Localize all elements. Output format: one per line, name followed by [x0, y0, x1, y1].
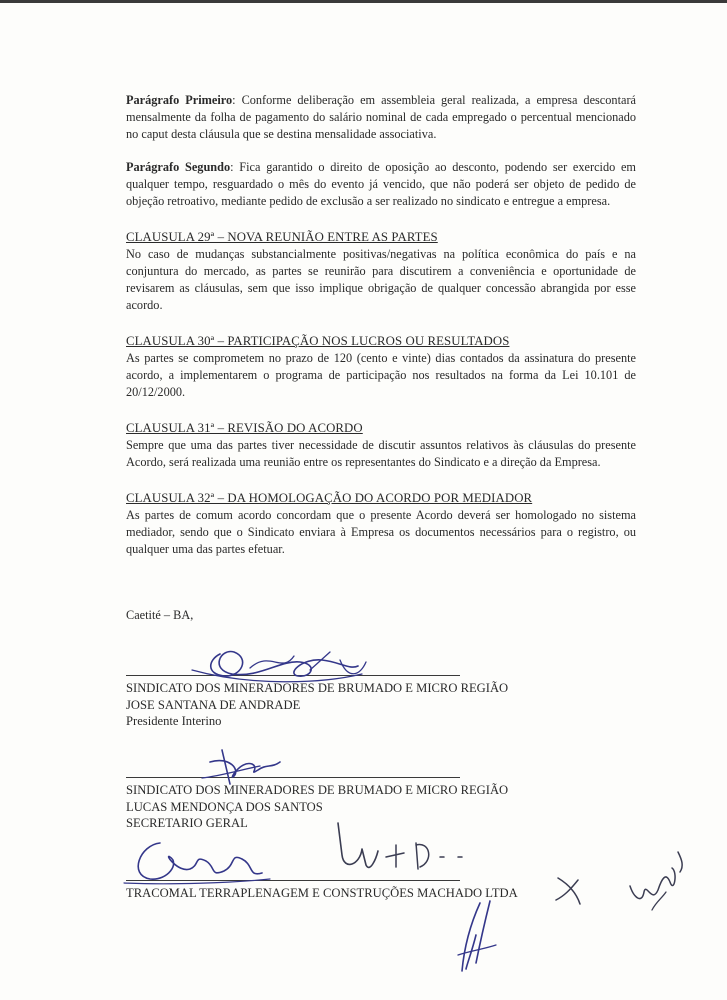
initials-rubric-2: [450, 895, 520, 980]
clause-31-text: Sempre que uma das partes tiver necessidade de discutir assuntos relativos às cláusulas do presente Acordo, será realizada uma reunião entre os representantes do Sindicato e a direção da Empresa.: [126, 438, 636, 469]
clause-30-title: CLAUSULA 30ª – PARTICIPAÇÃO NOS LUCROS OU RESULTADOS: [126, 334, 510, 348]
document-body: [126, 92, 636, 558]
signatory-2-name: LUCAS MENDONÇA DOS SANTOS: [126, 799, 323, 814]
clause-32-title: CLAUSULA 32ª – DA HOMOLOGAÇÃO DO ACORDO POR MEDIADOR: [126, 491, 533, 505]
initials-rubric-1: [320, 815, 480, 885]
paragraph-first: [126, 92, 636, 143]
paragraph-second-text: : Fica garantido o direito de oposição ao desconto, podendo ser exercido em qualquer tempo, resguardado o mês do evento já vencido, que não poderá ser objeto de pedido de objeção retroativo, mediante pedido de exclusão a ser realizado no sindicato e entregue a empresa.: [126, 160, 637, 208]
clause-31-title: CLAUSULA 31ª – REVISÃO DO ACORDO: [126, 421, 363, 435]
clause-29-title: CLAUSULA 29ª – NOVA REUNIÃO ENTRE AS PARTES: [126, 230, 438, 244]
initials-rubric-3: [550, 870, 590, 910]
signatory-1-name: JOSE SANTANA DE ANDRADE: [126, 697, 301, 712]
signatory-1-role: Presidente Interino: [126, 714, 222, 728]
paragraph-second-label: Parágrafo Segundo: [126, 160, 231, 174]
paragraph-first-label: Parágrafo Primeiro: [126, 93, 233, 107]
signatory-3-org: TRACOMAL TERRAPLENAGEM E CONSTRUÇÕES MACHADO LTDA: [126, 886, 518, 900]
clause-30-text: As partes se comprometem no prazo de 120 (cento e vinte) dias contados da assinatura do presente acordo, a implementarem o programa de participação nos resultados na forma da Lei 10.101 de 20/12/2000.: [126, 351, 636, 399]
signatory-1: [126, 680, 508, 730]
clause-32-text: As partes de comum acordo concordam que o presente Acordo deverá ser homologado no sistema mediador, sendo que o Sindicato enviara à Empresa os documentos necessários para o registro, ou qualquer uma das partes efetuar.: [126, 508, 636, 556]
signatory-2-org: SINDICATO DOS MINERADORES DE BRUMADO E MICRO REGIÃO: [126, 783, 509, 797]
initials-rubric-4: [622, 842, 692, 922]
signature-line-2: [126, 777, 460, 778]
place-and-date: Caetité – BA,: [126, 608, 194, 622]
page-top-edge: [0, 0, 727, 3]
clause-29-text: No caso de mudanças substancialmente positivas/negativas na política econômica do país e na conjuntura do mercado, as partes se reunirão para discutirem a conveniência e oportunidade de revisarem as cláusulas, sem que isso implique obrigação de qualquer concessão abrangida por esse acordo.: [126, 247, 636, 312]
signatory-2-role: SECRETARIO GERAL: [126, 816, 248, 830]
signatory-1-org: SINDICATO DOS MINERADORES DE BRUMADO E MICRO REGIÃO: [126, 681, 509, 695]
paragraph-second: [126, 159, 636, 210]
paragraph-first-text: : Conforme deliberação em assembleia geral realizada, a empresa descontará mensalmente da folha de pagamento do salário nominal de cada empregado o percentual mencionado no caput desta cláusula que se destina mensalidade associativa.: [126, 93, 636, 141]
